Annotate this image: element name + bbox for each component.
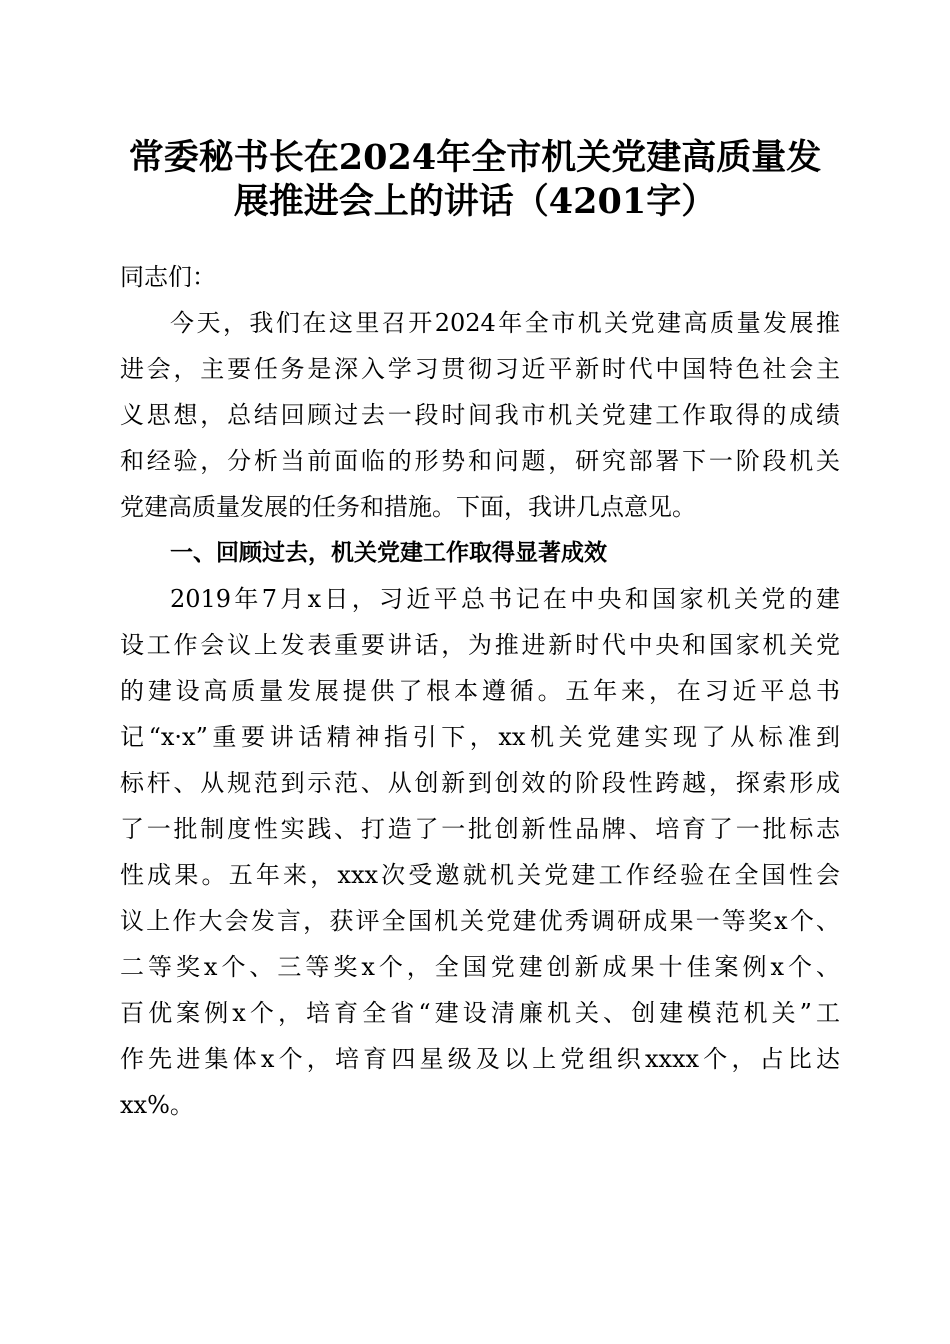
- paragraph-line: 二等奖x个、三等奖x个，全国党建创新成果十佳案例x个、: [120, 953, 840, 981]
- title-line-2: 展推进会上的讲话（4201字）: [233, 181, 717, 222]
- paragraph-line: 和经验，分析当前面临的形势和问题，研究部署下一阶段机关: [120, 447, 840, 475]
- paragraph-line: 了一批制度性实践、打造了一批创新性品牌、培育了一批标志: [120, 815, 840, 843]
- paragraph-line: 党建高质量发展的任务和措施。下面，我讲几点意见。: [120, 493, 696, 521]
- document-title: [100, 136, 850, 224]
- paragraph-line: 记“x·x”重要讲话精神指引下，xx机关党建实现了从标准到: [120, 723, 840, 751]
- paragraph-line: xx%。: [120, 1091, 194, 1119]
- document-body: [120, 254, 840, 1128]
- paragraph-review: [120, 576, 840, 1128]
- salutation: 同志们：: [120, 263, 216, 291]
- paragraph-line: 标杆、从规范到示范、从创新到创效的阶段性跨越，探索形成: [120, 769, 840, 797]
- paragraph-line: 的建设高质量发展提供了根本遵循。五年来，在习近平总书: [120, 677, 840, 705]
- paragraph-intro: [120, 300, 840, 530]
- paragraph-line: 义思想，总结回顾过去一段时间我市机关党建工作取得的成绩: [120, 401, 840, 429]
- paragraph-line: 今天，我们在这里召开2024年全市机关党建高质量发展推: [170, 309, 840, 337]
- paragraph-line: 进会，主要任务是深入学习贯彻习近平新时代中国特色社会主: [120, 355, 840, 383]
- paragraph-line: 议上作大会发言，获评全国机关党建优秀调研成果一等奖x个、: [120, 907, 840, 935]
- paragraph-line: 设工作会议上发表重要讲话，为推进新时代中央和国家机关党: [120, 631, 840, 659]
- paragraph-line: 2019年7月x日，习近平总书记在中央和国家机关党的建: [170, 585, 840, 613]
- section-heading-1: 一、回顾过去，机关党建工作取得显著成效: [170, 540, 607, 566]
- paragraph-line: 性成果。五年来，xxx次受邀就机关党建工作经验在全国性会: [120, 861, 840, 889]
- paragraph-line: 百优案例x个，培育全省“建设清廉机关、创建模范机关”工: [120, 999, 840, 1027]
- title-line-1: 常委秘书长在2024年全市机关党建高质量发: [128, 137, 822, 178]
- paragraph-line: 作先进集体x个，培育四星级及以上党组织xxxx个，占比达: [120, 1045, 840, 1073]
